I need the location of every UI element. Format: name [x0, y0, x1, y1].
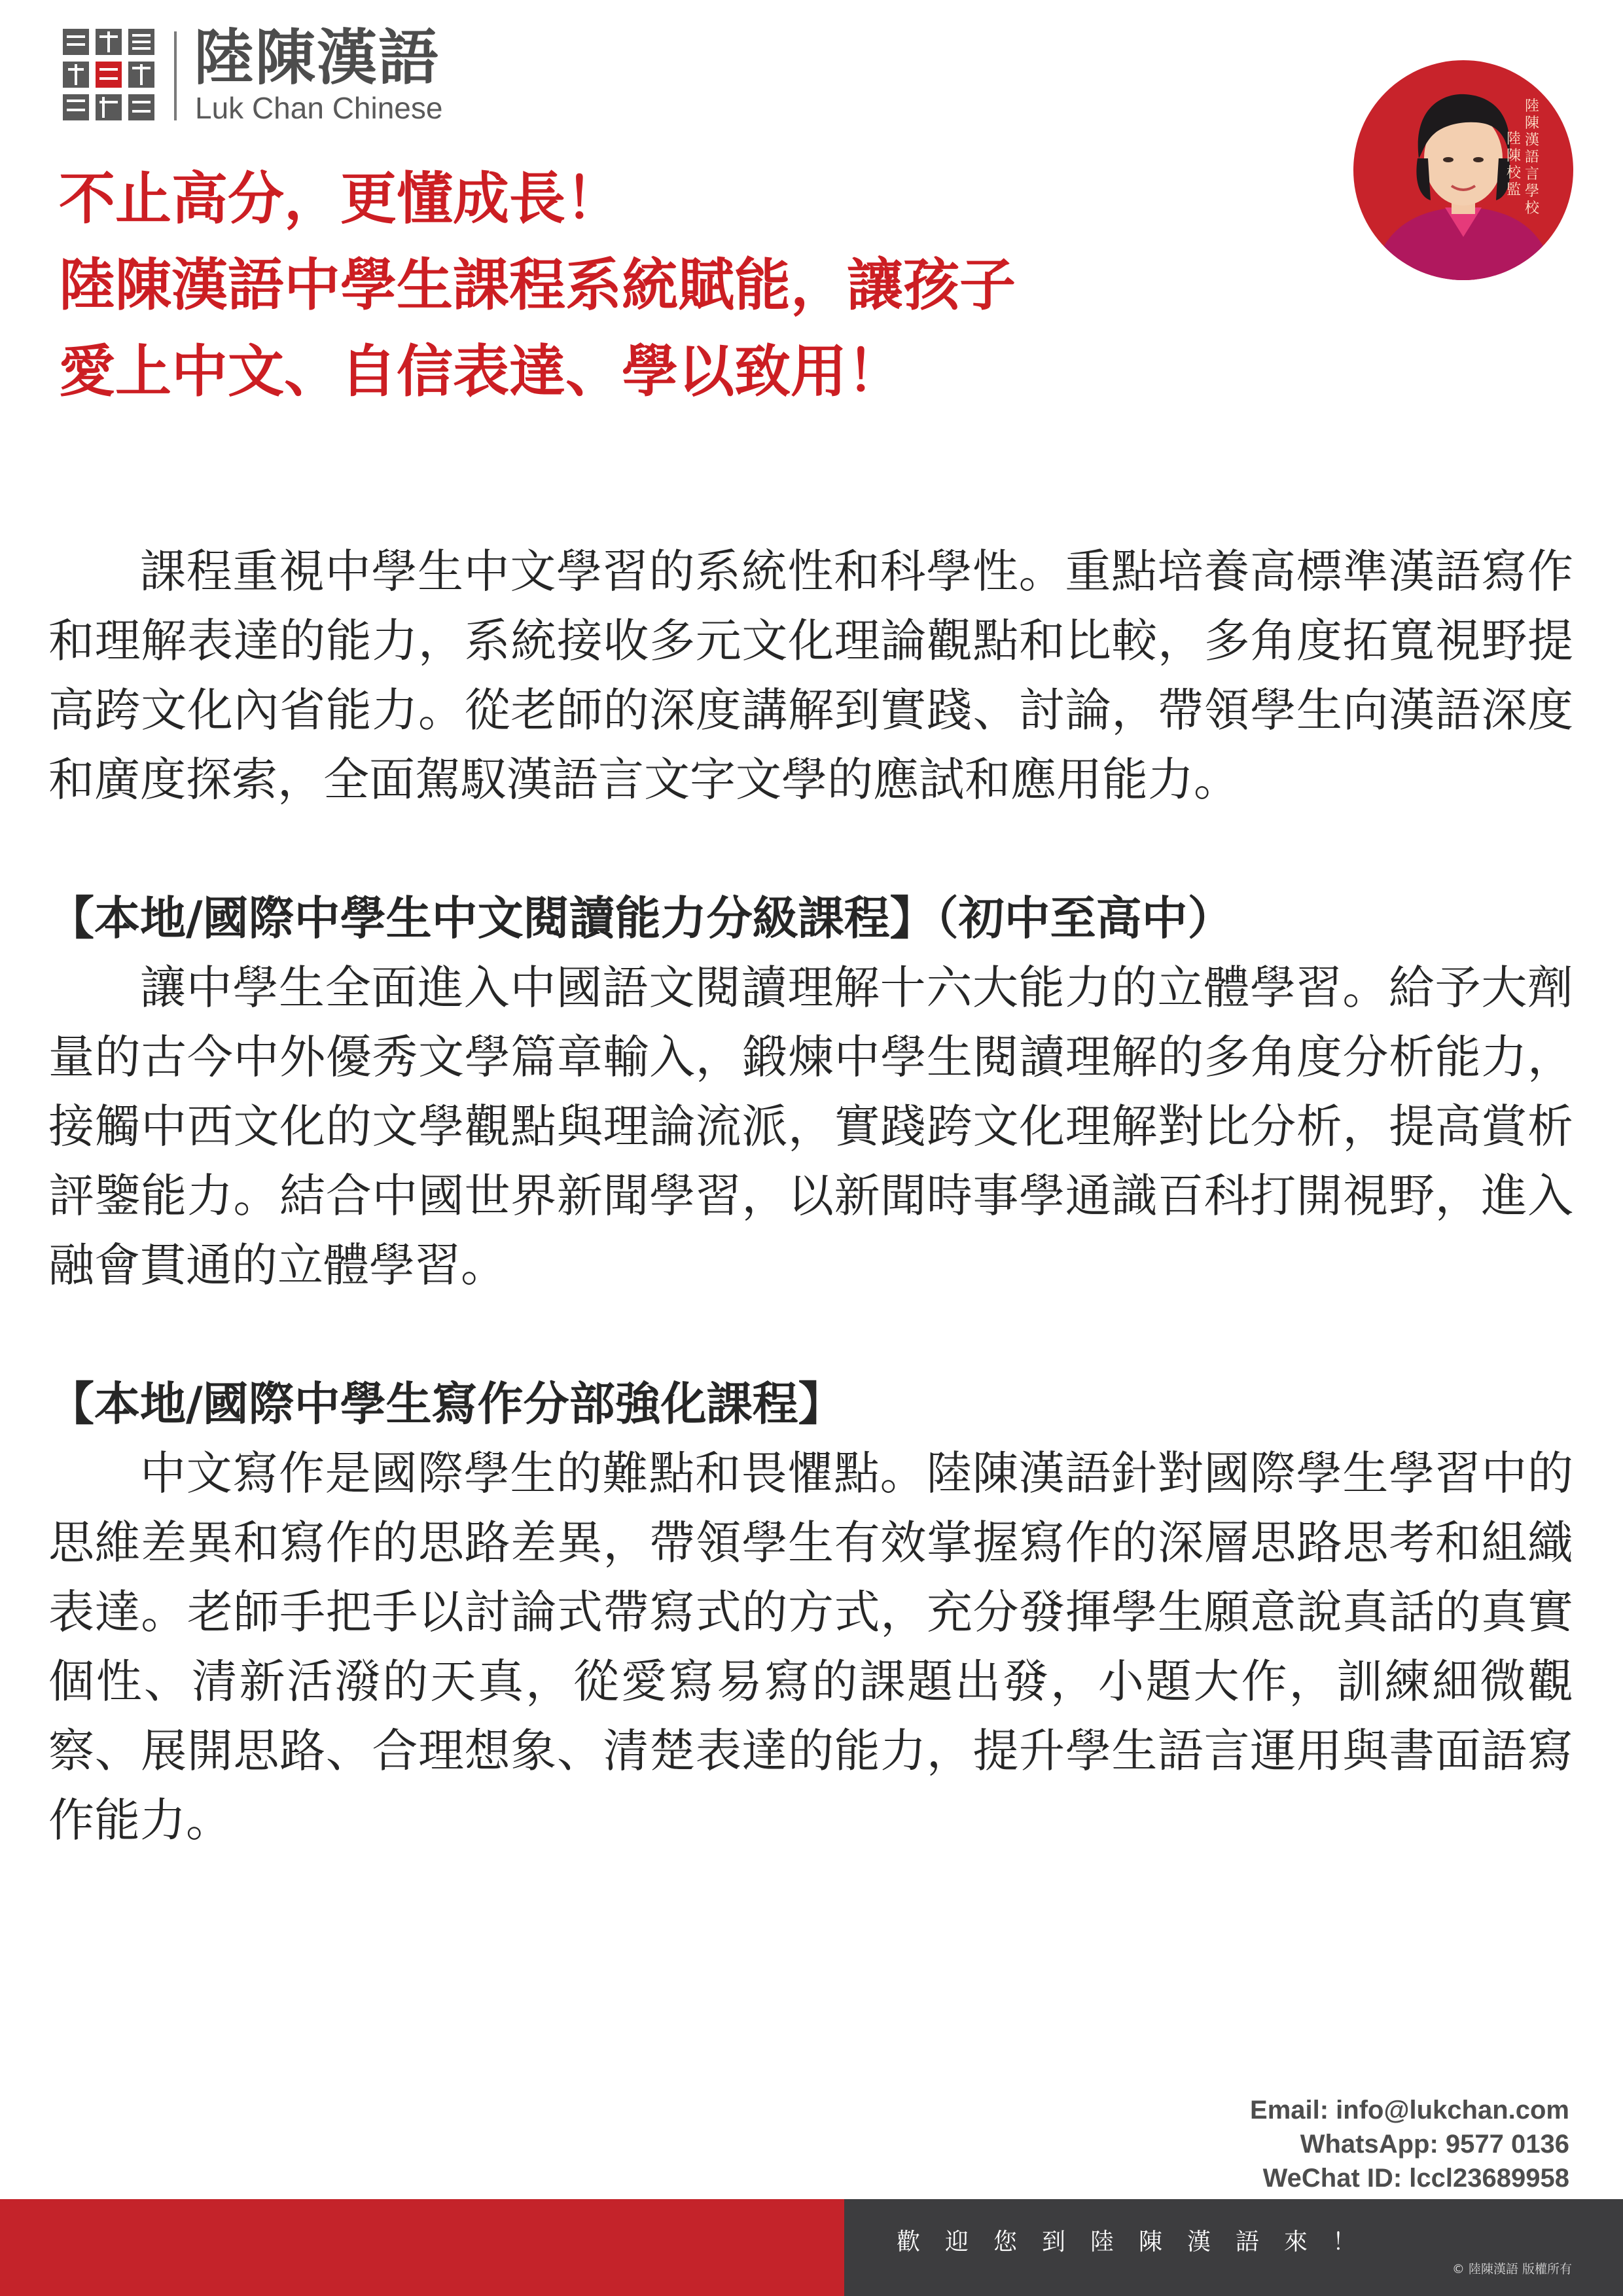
brand-name-cn: 陸陳漢語: [194, 23, 440, 93]
headline-line-1: 不止高分，更懂成長！: [59, 166, 622, 232]
brand-logo: [63, 23, 469, 127]
contact-email[interactable]: Email: info@lukchan.com: [1250, 2096, 1569, 2125]
contact-info: [1250, 2093, 1569, 2195]
footer-red-band: [0, 2199, 844, 2296]
headline-line-2: 陸陳漢語中學生課程系統賦能，讓孩子: [59, 253, 1016, 318]
section-title-writing: 【本地/國際中學生寫作分部強化課程】: [48, 1377, 844, 1431]
footer-copyright: © 陸陳漢語 版權所有: [1452, 2262, 1572, 2276]
body-content: [48, 537, 1573, 1855]
headline: [59, 156, 1139, 415]
principal-portrait: [1353, 60, 1573, 280]
logo-grid-icon: [63, 29, 154, 120]
section-body-reading: 讓中學生全面進入中國語文閱讀理解十六大能力的立體學習。給予大劑量的古今中外優秀文學篇章輸入，鍛煉中學生閱讀理解的多角度分析能力，接觸中西文化的文學觀點與理論流派，實踐跨文化理解對比分析，提高賞析評鑒能力。結合中國世界新聞學習，以新聞時事學通識百科打開視野，進入融會貫通的立體學習。: [48, 961, 1573, 1292]
portrait-caption-school: 陸陳漢語言學校: [1525, 98, 1540, 217]
footer-welcome: 歡迎您到陸陳漢語來！: [897, 2229, 1382, 2255]
headline-line-3: 愛上中文、自信表達、學以致用！: [59, 339, 903, 404]
section-body-writing: 中文寫作是國際學生的難點和畏懼點。陸陳漢語針對國際學生學習中的思維差異和寫作的思路差異，帶領學生有效掌握寫作的深層思路思考和組織表達。老師手把手以討論式帶寫式的方式，充分發揮學生願意說真話的真實個性、清新活潑的天真，從愛寫易寫的課題出發，小題大作，訓練細微觀察、展開思路、合理想象、清楚表達的能力，提升學生語言運用與書面語寫作能力。: [48, 1446, 1573, 1847]
intro-paragraph: 課程重視中學生中文學習的系統性和科學性。重點培養高標準漢語寫作和理解表達的能力，系統接收多元文化理論觀點和比較，多角度拓寬視野提高跨文化內省能力。從老師的深度講解到實踐、討論，帶領學生向漢語深度和廣度探索，全面駕馭漢語言文字文學的應試和應用能力。: [48, 545, 1573, 806]
portrait-caption-title: 陸陳校監: [1507, 131, 1522, 198]
contact-wechat[interactable]: WeChat ID: lccl23689958: [1262, 2164, 1569, 2193]
contact-whatsapp[interactable]: WhatsApp: 9577 0136: [1300, 2130, 1569, 2159]
brand-name-en: Luk Chan Chinese: [195, 91, 443, 125]
section-title-reading: 【本地/國際中學生中文閱讀能力分級課程】（初中至高中）: [48, 891, 1234, 945]
logo-divider: [174, 31, 177, 120]
